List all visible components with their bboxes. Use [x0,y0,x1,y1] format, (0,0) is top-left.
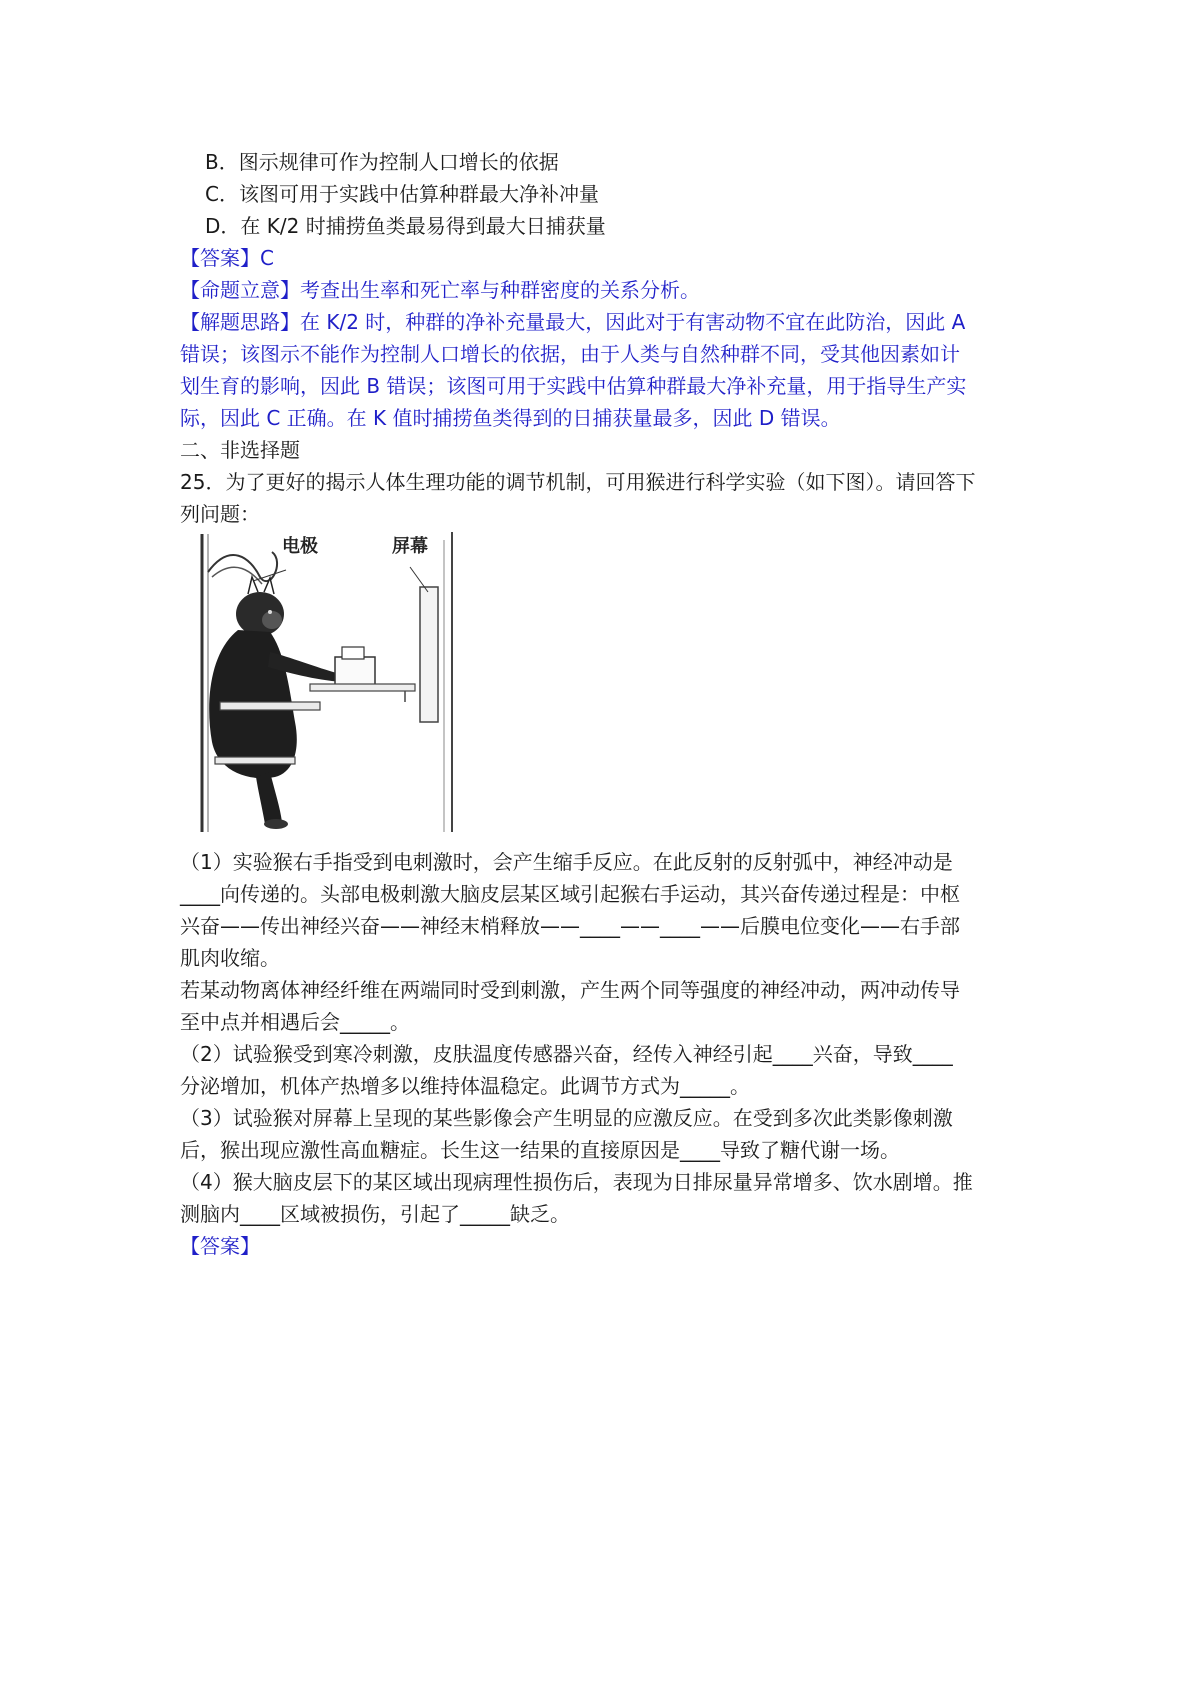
section-title: 二、非选择题 [180,438,300,462]
sub-question-line: （3）试验猴对屏幕上呈现的某些影像会产生明显的应激反应。在受到多次此类影像刺激 [180,1106,953,1130]
analysis-line: 际，因此 C 正确。在 K 值时捕捞鱼类得到的日捕获量最多，因此 D 错误。 [180,406,841,430]
sub-question-line: （4）猴大脑皮层下的某区域出现病理性损伤后，表现为日排尿量异常增多、饮水剧增。推 [180,1170,973,1194]
question-line: 列问题： [180,502,260,526]
sub-question-line: 后，猴出现应激性高血糖症。长生这一结果的直接原因是____导致了糖代谢一场。 [180,1138,900,1162]
analysis-line: 错误；该图示不能作为控制人口增长的依据，由于人类与自然种群不同，受其他因素如计 [180,342,960,366]
screen-label: 屏幕 [392,536,428,557]
sub-question-line: （2）试验猴受到寒冷刺激，皮肤温度传感器兴奋，经传入神经引起____兴奋，导致____ [180,1042,953,1066]
sub-question-line: 至中点并相遇后会_____。 [180,1010,410,1034]
option-c: C．该图可用于实践中估算种群最大净补冲量 [205,182,599,206]
sub-question-line: 测脑内____区域被损伤，引起了_____缺乏。 [180,1202,570,1226]
sub-question-line: 兴奋——传出神经兴奋——神经末梢释放——____——____——后膜电位变化——右手部 [180,914,960,938]
answer-placeholder: 【答案】 [180,1234,260,1258]
analysis-line: 【解题思路】在 K/2 时，种群的净补充量最大，因此对于有害动物不宜在此防治，因此 A [180,310,966,334]
monkey-illustration [190,532,480,842]
sub-question-line: 分泌增加，机体产热增多以维持体温稳定。此调节方式为_____。 [180,1074,750,1098]
option-b: B．图示规律可作为控制人口增长的依据 [205,150,559,174]
sub-question-line: （1）实验猴右手指受到电刺激时，会产生缩手反应。在此反射的反射弧中，神经冲动是 [180,850,953,874]
answer-line: 【答案】C [180,246,274,270]
option-d: D．在 K/2 时捕捞鱼类最易得到最大日捕获量 [205,214,606,238]
analysis-line: 划生育的影响，因此 B 错误；该图可用于实践中估算种群最大净补充量，用于指导生产实 [180,374,967,398]
intent-line: 【命题立意】考查出生率和死亡率与种群密度的关系分析。 [180,278,700,302]
sub-question-line: 肌肉收缩。 [180,946,280,970]
monkey-experiment-figure [190,532,480,842]
sub-question-line: 若某动物离体神经纤维在两端同时受到刺激，产生两个同等强度的神经冲动，两冲动传导 [180,978,960,1002]
electrode-label: 电极 [282,536,318,557]
sub-question-line: ____向传递的。头部电极刺激大脑皮层某区域引起猴右手运动，其兴奋传递过程是：中枢 [180,882,960,906]
question-line: 25．为了更好的揭示人体生理功能的调节机制，可用猴进行科学实验（如下图）。请回答下 [180,470,976,494]
